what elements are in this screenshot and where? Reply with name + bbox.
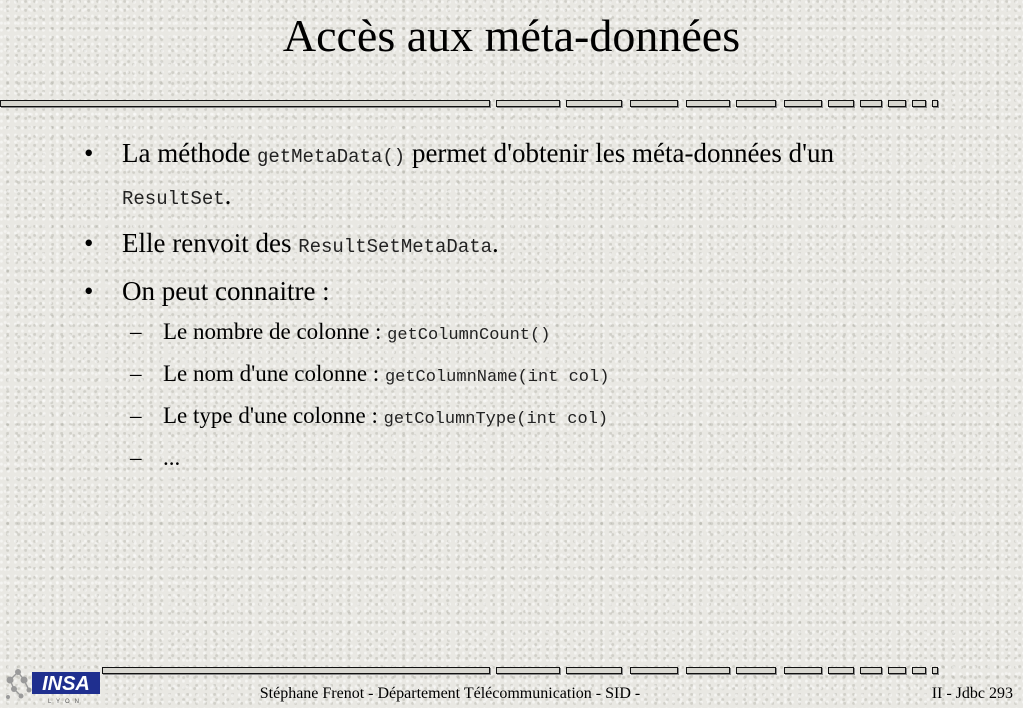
divider-segment	[630, 100, 678, 107]
bullet-text: permet d'obtenir les méta-données d'un	[405, 138, 835, 168]
divider-segment	[566, 100, 622, 107]
sub-bullet-item	[84, 442, 944, 474]
logo-subtext: LYON	[48, 699, 84, 705]
divider-segment	[784, 667, 822, 674]
divider-segment	[912, 100, 926, 107]
bullet-item	[84, 224, 944, 266]
bullet-item	[84, 134, 944, 218]
divider-segment	[736, 667, 776, 674]
slide-title: Accès aux méta-données	[282, 10, 741, 61]
sub-bullet-text: Le nom d'une colonne :	[163, 361, 385, 386]
divider-segment	[888, 100, 906, 107]
bullet-text: On peut connaitre :	[122, 276, 330, 306]
divider-segment	[860, 667, 882, 674]
divider-segment	[102, 667, 490, 674]
bullet-marker: •	[84, 228, 94, 258]
bullet-text: Elle renvoit des	[122, 228, 299, 258]
sub-bullet-text: ...	[163, 445, 181, 470]
divider-segment	[566, 667, 622, 674]
sub-bullet-item	[84, 316, 944, 352]
divider-segment	[686, 100, 730, 107]
divider-segment	[932, 667, 938, 674]
sub-bullet-marker: –	[130, 319, 142, 344]
bullet-marker: •	[84, 138, 94, 168]
code-snippet: getMetaData()	[256, 146, 406, 168]
footer	[0, 682, 1023, 706]
code-snippet: getColumnType(int col)	[383, 410, 609, 429]
sub-bullet-marker: –	[130, 403, 142, 428]
sub-bullet-marker: –	[130, 445, 142, 470]
divider-segment	[888, 667, 906, 674]
code-snippet: getColumnCount()	[387, 326, 551, 345]
divider-segment	[630, 667, 678, 674]
bullet-marker: •	[84, 276, 94, 306]
divider-segment	[828, 100, 854, 107]
sub-bullet-item	[84, 400, 944, 436]
bullet-text: La méthode	[122, 138, 257, 168]
code-snippet: ResultSetMetaData	[298, 236, 493, 258]
divider-segment	[496, 100, 560, 107]
divider-segment	[912, 667, 926, 674]
sub-bullet-text: Le type d'une colonne :	[163, 403, 384, 428]
slide-body	[84, 134, 944, 480]
footer-author: Stéphane Frenot - Département Télécommunication - SID -	[259, 685, 641, 702]
divider-segment	[932, 100, 938, 107]
code-snippet: getColumnName(int col)	[384, 368, 610, 387]
code-snippet: ResultSet	[122, 188, 225, 210]
sub-bullet-item	[84, 358, 944, 394]
logo-text: INSA	[42, 673, 90, 695]
sub-bullet-marker: –	[130, 361, 142, 386]
divider-segment	[496, 667, 560, 674]
divider-segment	[736, 100, 776, 107]
bullet-text: .	[492, 228, 499, 258]
divider-segment	[686, 667, 730, 674]
sub-bullet-text: Le nombre de colonne :	[163, 319, 388, 344]
bullet-item	[84, 272, 944, 310]
bullet-text: .	[224, 180, 232, 210]
divider-segment	[784, 100, 822, 107]
divider-segment	[828, 667, 854, 674]
divider-segment	[860, 100, 882, 107]
divider-segment	[0, 100, 490, 107]
footer-page-number: II - Jdbc 293	[931, 685, 1013, 702]
